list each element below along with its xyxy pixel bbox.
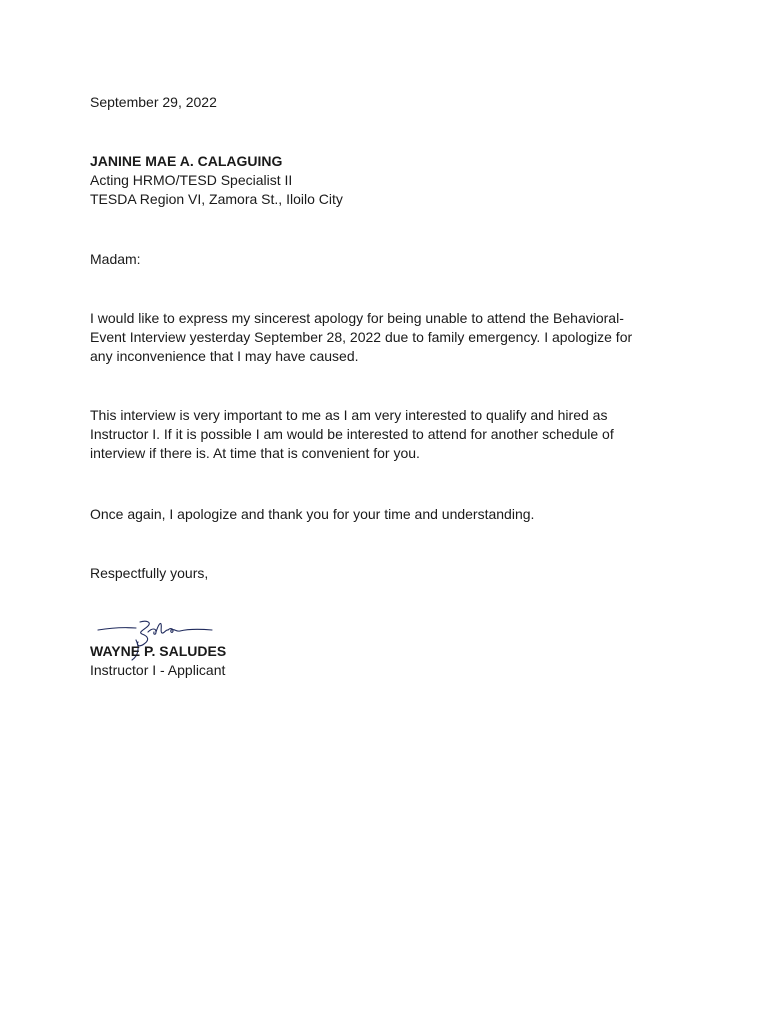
paragraph-line: Event Interview yesterday September 28, 2022 due to family emergency. I apologize for: [90, 329, 633, 345]
recipient-address: TESDA Region VI, Zamora St., Iloilo City: [90, 191, 343, 207]
paragraph-line: Instructor I. If it is possible I am would be interested to attend for another schedule of: [90, 426, 614, 442]
letter-date: September 29, 2022: [90, 94, 217, 110]
paragraph-apology: [90, 309, 690, 366]
paragraph-line: interview if there is. At time that is convenient for you.: [90, 445, 420, 461]
paragraph-interest: [90, 406, 690, 463]
recipient-name: JANINE MAE A. CALAGUING: [90, 153, 283, 169]
paragraph-line: any inconvenience that I may have caused.: [90, 348, 359, 364]
paragraph-line: This interview is very important to me as I am very interested to qualify and hired as: [90, 407, 608, 423]
sender-title: Instructor I - Applicant: [90, 662, 226, 678]
paragraph-line: I would like to express my sincerest apology for being unable to attend the Behavioral-: [90, 310, 624, 326]
closing: Respectfully yours,: [90, 565, 209, 581]
sender-name: WAYNE P. SALUDES: [90, 643, 227, 659]
paragraph-thanks: Once again, I apologize and thank you for your time and understanding.: [90, 506, 535, 522]
recipient-title: Acting HRMO/TESD Specialist II: [90, 172, 293, 188]
salutation: Madam:: [90, 251, 141, 267]
